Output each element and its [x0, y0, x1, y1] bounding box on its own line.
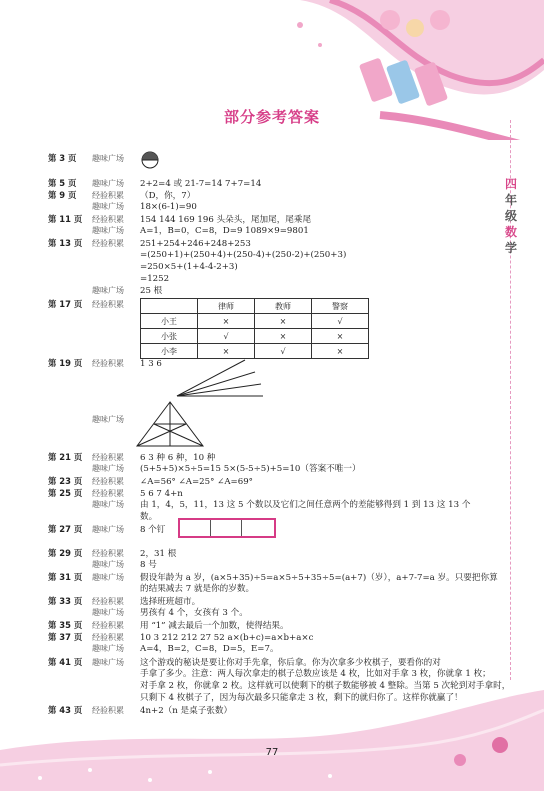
section-label: 趣味广场	[92, 500, 124, 509]
table-cell: 警察	[312, 299, 369, 314]
page-number: 77	[265, 747, 279, 758]
answer-row	[48, 225, 309, 237]
section-label: 经验积累	[92, 597, 124, 606]
answer-text: 用 “1” 减去最后一个加数，使得结果。	[140, 621, 289, 631]
section-label: 趣味广场	[92, 560, 124, 569]
answer-text: A=1，B=0，C=8，D=9 1089×9=9801	[140, 226, 309, 236]
answer-row	[48, 414, 140, 426]
section-label: 趣味广场	[92, 525, 124, 534]
section-label: 趣味广场	[92, 226, 124, 235]
section-label: 经验积累	[92, 706, 124, 715]
answer-text: 男孩有 4 个，女孩有 3 个。	[140, 608, 248, 618]
answer-row	[48, 201, 197, 213]
answer-row	[48, 298, 140, 311]
page-ref: 第 31 页	[48, 572, 83, 582]
grade-char-3: 级	[504, 209, 517, 223]
page-ref: 第 21 页	[48, 452, 83, 462]
section-label: 经验积累	[92, 453, 124, 462]
answer-row	[48, 357, 162, 370]
answer-row	[48, 463, 361, 475]
answer-text: 10 3 212 212 27 52 a×(b+c)=a×b+a×c	[140, 633, 314, 643]
page-ref: 第 5 页	[48, 178, 77, 188]
answer-text: 假设年龄为 a 岁，(a×5+35)÷5=a×5÷5+35÷5=(a+7)（岁），a+7-7=a 岁。只要把你算	[140, 573, 498, 583]
page-ref: 第 27 页	[48, 524, 83, 534]
nail-board-figure	[178, 518, 276, 538]
answer-text: 8 个钉	[140, 525, 166, 535]
answer-text: ∠A=56° ∠A=25° ∠A=69°	[140, 477, 253, 487]
table-row	[141, 314, 369, 329]
section-label: 经验积累	[92, 489, 124, 498]
section-label: 趣味广场	[92, 608, 124, 617]
answer-text: 这个游戏的秘诀是要让你对手先拿，你后拿。你为次拿多少枚棋子，要看你的对	[140, 658, 441, 668]
section-label: 趣味广场	[92, 286, 124, 295]
page-title: 部分参考答案	[223, 108, 320, 126]
answer-text: 5 6 7 4+n	[140, 489, 183, 499]
table-cell: ×	[255, 314, 312, 329]
answer-text: 6 3 种 6 种，10 种	[140, 453, 216, 463]
answer-text: 2，31 根	[140, 549, 177, 559]
table-cell: 小李	[141, 344, 198, 359]
table-cell: ×	[312, 329, 369, 344]
answer-continuation: =250×5+(1+4-4-2+3)	[140, 262, 238, 272]
table-cell: 小王	[141, 314, 198, 329]
grade-char-1: 四	[504, 177, 517, 191]
page-ref: 第 3 页	[48, 153, 77, 163]
page-ref: 第 41 页	[48, 657, 83, 667]
section-label: 趣味广场	[92, 179, 124, 188]
table-cell	[141, 299, 198, 314]
section-label: 趣味广场	[92, 415, 124, 424]
table-header-row	[141, 299, 369, 314]
section-label: 经验积累	[92, 633, 124, 642]
answer-row	[48, 499, 470, 511]
bottom-decoration	[0, 690, 544, 791]
page-ref: 第 25 页	[48, 488, 83, 498]
answer-continuation: 手拿了多少。注意：两人每次拿走的棋子总数应该是 4 枚，比如对手拿 3 枚，你就拿 1 枚；	[140, 669, 491, 679]
answer-continuation: 数。	[140, 512, 158, 522]
answer-continuation: =1252	[140, 274, 170, 284]
answer-row	[48, 285, 162, 297]
answer-continuation: 对手拿 2 枚，你就拿 2 枚。这样就可以使剩下的棋子数能够被 4 整除。当第 5 次轮到对手拿时，	[140, 681, 511, 691]
section-label: 趣味广场	[92, 154, 124, 163]
section-label: 趣味广场	[92, 573, 124, 582]
logic-grid-table	[140, 298, 369, 359]
section-label: 经验积累	[92, 359, 124, 368]
angle-rays-figure	[175, 358, 265, 398]
page-ref: 第 33 页	[48, 596, 83, 606]
page-ref: 第 35 页	[48, 620, 83, 630]
answer-text: 8 号	[140, 560, 157, 570]
answer-row	[48, 643, 279, 655]
answer-text: 18×(6-1)=90	[140, 202, 197, 212]
answer-text: (5+5+5)×5÷5=15 5×(5-5÷5)+5=10（答案不唯一）	[140, 464, 361, 474]
subject-char-1: 数	[504, 225, 517, 239]
section-label: 经验积累	[92, 191, 124, 200]
answer-text: （D，你，7）	[140, 191, 196, 201]
board-cell	[180, 520, 211, 536]
answer-continuation: =(250+1)+(250+4)+(250-4)+(250-2)+(250+3)	[140, 250, 347, 260]
answer-text: 25 根	[140, 286, 163, 296]
page-ref: 第 23 页	[48, 476, 83, 486]
answer-row	[48, 571, 498, 584]
triangle-figure	[135, 400, 205, 448]
answer-text: 由 1，4，5，11，13 这 5 个数以及它们之间任意两个的差能够得到 1 到 13 这 13 个	[140, 500, 471, 510]
shaded-circle-figure	[140, 150, 160, 170]
page-ref: 第 43 页	[48, 705, 83, 715]
page-ref: 第 37 页	[48, 632, 83, 642]
answer-text: 154 144 169 196 头朵头，尾加尾，尾乘尾	[140, 215, 312, 225]
table-cell: 小张	[141, 329, 198, 344]
table-row	[141, 344, 369, 359]
table-row	[141, 329, 369, 344]
answer-row	[48, 523, 165, 536]
answer-text: 251+254+246+248+253	[140, 239, 251, 249]
section-label: 经验积累	[92, 300, 124, 309]
table-cell: √	[255, 344, 312, 359]
subject-char-2: 学	[504, 241, 517, 255]
page-ref: 第 11 页	[48, 214, 83, 224]
page-ref: 第 17 页	[48, 299, 83, 309]
section-label: 经验积累	[92, 239, 124, 248]
answer-text: 选择班班超市。	[140, 597, 201, 607]
answer-row	[48, 607, 248, 619]
section-label: 经验积累	[92, 621, 124, 630]
page-ref: 第 19 页	[48, 358, 83, 368]
answer-text: 2+2=4 或 21-7=14 7+7=14	[140, 179, 262, 189]
section-label: 经验积累	[92, 549, 124, 558]
section-label: 趣味广场	[92, 464, 124, 473]
table-cell: 教师	[255, 299, 312, 314]
table-cell: ×	[198, 344, 255, 359]
answer-text: A=4，B=2，C=8，D=5，E=7。	[140, 644, 279, 654]
table-cell: ×	[312, 344, 369, 359]
table-cell: ×	[255, 329, 312, 344]
section-label: 趣味广场	[92, 644, 124, 653]
section-label: 经验积累	[92, 215, 124, 224]
table-cell: ×	[198, 314, 255, 329]
answer-row	[48, 559, 157, 571]
board-cell	[211, 520, 242, 536]
table-cell: √	[198, 329, 255, 344]
table-cell: √	[312, 314, 369, 329]
section-label: 趣味广场	[92, 202, 124, 211]
answer-continuation: 的结果减去 7 就是你的岁数。	[140, 584, 255, 594]
answer-text: 4n+2（n 是桌子张数）	[140, 706, 233, 716]
answer-continuation: 只剩下 4 枚棋子了，因为每次最多只能拿走 3 枚，剩下的就归你了。这样你就赢了！	[140, 693, 463, 703]
page-ref: 第 9 页	[48, 190, 77, 200]
answer-text: 1 3 6	[140, 359, 162, 369]
grade-char-2: 年	[504, 193, 517, 207]
answer-row	[48, 152, 140, 165]
grade-subject-tab	[500, 176, 522, 266]
section-label: 趣味广场	[92, 658, 124, 667]
page-ref: 第 29 页	[48, 548, 83, 558]
section-label: 经验积累	[92, 477, 124, 486]
table-cell: 律师	[198, 299, 255, 314]
page-ref: 第 13 页	[48, 238, 83, 248]
